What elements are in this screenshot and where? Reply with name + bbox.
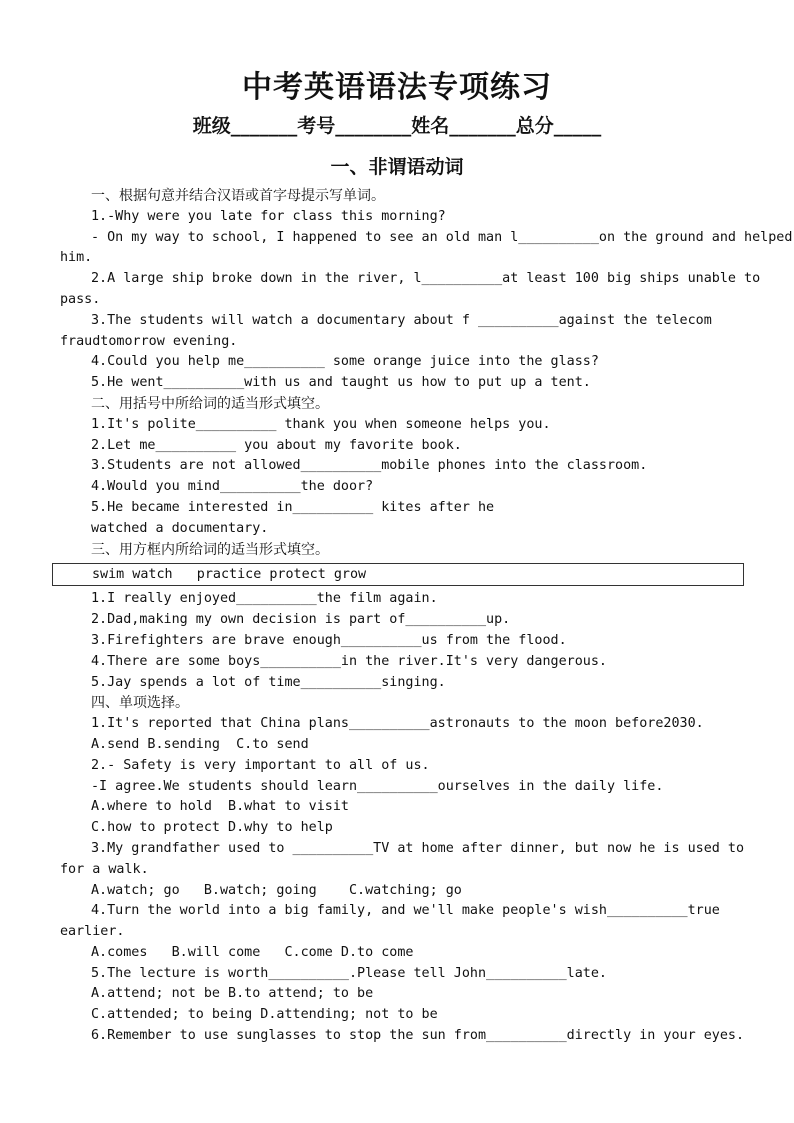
page-title: 中考英语语法专项练习 [242,70,552,105]
section-instruction: 一、根据句意并结合汉语或首字母提示写单词。 [91,188,385,204]
exercise-line: 5.The lecture is worth__________.Please tell John__________late. [91,965,607,981]
exercise-line: A.comes B.will come C.come D.to come [91,944,414,960]
exercise-line: 6.Remember to use sunglasses to stop the sun from__________directly in your eyes. [91,1028,745,1044]
exercise-line: C.how to protect D.why to help [91,820,333,836]
exercise-line: 2.A large ship broke down in the river, l__________at least 100 big ships unable to [91,271,761,287]
exercise-line: for a walk. [60,861,149,877]
exercise-line: 5.He became interested in__________ kites after he [91,499,495,515]
exercise-line: 3.The students will watch a documentary about f __________against the telecom [91,312,712,328]
exercise-line: 2.Dad,making my own decision is part of__________up. [91,612,511,628]
exercise-line: 1.It's polite__________ thank you when someone helps you. [91,416,551,432]
exercise-line: fraudtomorrow evening. [60,333,238,349]
exercise-line: 4.There are some boys__________in the river.It's very dangerous. [91,653,607,669]
exercise-line: 2.- Safety is very important to all of us. [91,757,430,773]
exercise-line: 4.Would you mind__________the door? [91,479,374,495]
word-bank-box: swim watch practice protect grow [52,563,744,586]
exercise-line: 4.Could you help me__________ some orange juice into the glass? [91,354,599,370]
exercise-line: him. [60,250,93,266]
exercise-line: - On my way to school, I happened to see an old man l__________on the ground and helped [91,229,793,245]
exercise-line: A.where to hold B.what to visit [91,799,349,815]
section-instruction: 三、用方框内所给词的适当形式填空。 [91,541,329,558]
exercise-line: 1.-Why were you late for class this morning? [91,208,446,224]
section-title: 一、非谓语动词 [330,156,464,178]
exercise-line: watched a documentary. [91,520,269,536]
exercise-line: A.watch; go B.watch; going C.watching; go [91,882,462,898]
exercise-line: A.attend; not be B.to attend; to be [91,986,374,1002]
exercise-line: 3.My grandfather used to __________TV at home after dinner, but now he is used to [91,840,745,856]
section-instruction: 二、用括号中所给词的适当形式填空。 [91,395,329,412]
exercise-line: A.send B.sending C.to send [91,736,309,752]
exercise-line: 5.Jay spends a lot of time__________singing. [91,674,446,690]
exercise-line: 2.Let me__________ you about my favorite book. [91,437,462,453]
exercise-line: pass. [60,291,101,307]
exercise-line: earlier. [60,924,125,940]
exercise-line: 3.Firefighters are brave enough__________us from the flood. [91,632,567,648]
exercise-line: 4.Turn the world into a big family, and we'll make people's wish__________true [91,903,720,919]
exercise-line: 3.Students are not allowed__________mobile phones into the classroom. [91,458,648,474]
exercise-line: 1.I really enjoyed__________the film again. [91,591,438,607]
exercise-line: 5.He went__________with us and taught us how to put up a tent. [91,375,591,391]
exercise-line: 1.It's reported that China plans__________astronauts to the moon before2030. [91,716,704,732]
student-info-line: 班级_______考号________姓名_______总分_____ [192,115,602,137]
exercise-line: C.attended; to being D.attending; not to be [91,1007,438,1023]
section-instruction: 四、单项选择。 [91,695,189,712]
exercise-body [60,186,793,1047]
exercise-line: -I agree.We students should learn__________ourselves in the daily life. [91,778,664,794]
